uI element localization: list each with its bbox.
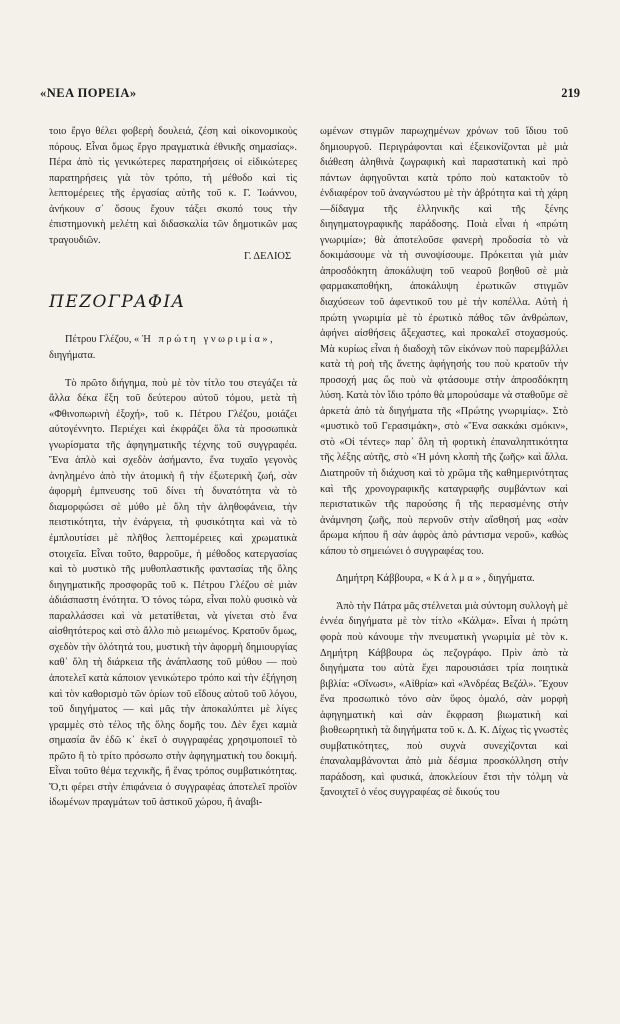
review-book-title: «Κάλμα» bbox=[425, 573, 484, 585]
review-body-continued: ωμένων στιγμῶν παρωχημένων χρόνων τοῦ ἴδιου τοῦ δημιουργοῦ. Περιγράφονται καὶ ἐξεικονίζονται μὲ μιὰ διάθεση ἀληθινὰ ζωγραφικὴ καὶ παραστατικὴ καὶ πρὸ πάντων ἀφηγοῦνται κατὰ τρόπο ποὺ κατακτοῦν τὸ ἐνδιαφέρον τοῦ ἀναγνώστου μὲ τὴν ἀβρότητα καὶ τὴ χάρη—δίδαγμα τῆς ἑλληνικῆς καὶ τῆς ξένης διηγηματογραφικῆς παράδοσης. Ποιὰ εἶναι ἡ «πρώτη γνωριμία»; θὰ ἀποτελοῦσε φανερὴ προδοσία τὸ νὰ δοκιμάσουμε νὰ τὴ συνοψίσουμε. Πρόκειται γιὰ μιὰν ἀπροσδόκητη ἀποκάλυψη τοῦ νεαροῦ βοηθοῦ σὲ μιὰ φαρμακαποθήκη, ἀποκάλυψη ἐρωτικῶν στιγμῶν διαχύσεων τοῦ ἀφεντικοῦ του μὲ τὴν κοπέλλα. Αὐτὴ ἡ πρώτη γνωριμία μὲ τὸ ἐρωτικὸ πάθος τῶν ἀνθρώπων, ἀφήνει αἰσθήσεις ἄξεχαστες, καὶ προκαλεῖ στοχασμούς. Μὰ κυρίως εἶναι ἡ διαδοχὴ τῶν εἰκόνων ποὺ παρεμβάλλει κατὰ τὴ ροὴ τῆς ἄνετης ἀφήγησής του ποὺ κρατοῦν τὴν προσοχή μας ὥς ποὺ νὰ φτάσουμε στὴν ἀπροσδόκητη λύση. Κατὰ τὸν ἴδιο τρόπο θὰ μπορούσαμε νὰ σταθοῦμε σὲ ἀρκετὰ ἀπὸ τὰ διηγήματα τῆς «Πρώτης γνωριμίας». Στὸ «μυστικὸ τοῦ Γερασιμάκη», στὸ «Ἕνα σακκάκι σμόκιν», στὸ «Οἱ τέντες» παρ᾿ ὅλη τὴ φορτικὴ ἐπαναληπτικότητα τῆς λέξης αὐτῆς, στὸ «Ἡ μόνη κλοπὴ τῆς ζωῆς» καὶ ἄλλα. Διατηροῦν τὴ διάχυση καὶ τὸ χρῶμα τῆς καθημερινότητας καὶ τῆς χρονογραφικῆς καταγραφῆς συμβάντων καὶ περιστατικῶν τῆς παρούσης ἢ τῆς περασμένης στὴν ἀνάμνηση ζωῆς, ποὺ περνοῦν στὴν αἴσθησή μας «σὰν ἄρωμα κήπου ἢ σὰν ἀφρὸς ἀπὸ ράντισμα νεροῦ», καθὼς κάπου τὸ σημειώνει ὁ συγγραφέας του. bbox=[320, 126, 568, 557]
continued-paragraph: τοιο ἔργο θέλει φοβερὴ δουλειά, ζέση καὶ οἰκονομικοὺς πόρους. Εἶναι ὅμως ἔργο πραγματικὰ ἐθνικῆς σημασίας». Πέρα ἀπὸ τὶς γενικώτερες παρατηρήσεις οἱ εἰδικώτερες παρατηρήσεις γιὰ τὸν τρόπο, τὴ μέθοδο καὶ τὶς λεπτομέρειες τῆς ἐργασίας αὐτῆς τοῦ κ. Γ. Ἰωάννου, ἀνήκουν σ᾿ ὅσους ἔχουν τάξει σκοπό τους τὴν ἐπιστημονικὴ μελέτη καὶ διδασκαλία τῶν δημοτικῶν μας τραγουδιῶν. bbox=[49, 126, 297, 246]
right-column bbox=[320, 124, 568, 801]
journal-name: «ΝΕΑ ΠΟΡΕΙΑ» bbox=[40, 86, 137, 100]
review-author: Πέτρου Γλέζου, bbox=[65, 334, 132, 346]
review-book-title: «Ἡ πρώτη γνωριμία» bbox=[134, 334, 271, 346]
review-genre: , διηγήματα. bbox=[49, 334, 273, 362]
review-genre: , διηγήματα. bbox=[483, 573, 535, 585]
section-heading: ΠΕΖΟΓΡΑΦΙΑ bbox=[49, 291, 186, 312]
review-body: Τὸ πρῶτο διήγημα, ποὺ μὲ τὸν τίτλο του στεγάζει τὰ ἄλλα δέκα ἕξη τοῦ δεύτερου αὐτοῦ τόμου, μετὰ τὴ «Φθινοπωρινὴ ἐξοχή», τοῦ κ. Πέτρου Γλέζου, μοιάζει αὐτογέννητο. Περιέχει καὶ ἐκφράζει ὅλα τὰ προσωπικὰ γνωρίσματα τῆς ἀφηγηματικῆς τέχνης τοῦ συγγραφέα. Ἕνα ἁπλὸ καὶ σχεδὸν ἀσήμαντο, ἕνα τυχαῖο γεγονὸς ἀνηλημένο ἀπὸ τὴν ἀτομικὴ ἢ τὴν ἐξωτερικὴ ζωή, σὰν ἀφορμὴ ἐμπνευσης τοῦ δίνει τὴ δυνατότητα νὰ τὸ διαμορφώσει σὲ μύθο μὲ ὅλη τὴν ἀληθοφάνεια, τὴν πειστικότητα, τὴν ἐνάργεια, τὴ φυσικότητα καὶ νὰ τὸ ἐμπλουτίσει μὲ πλῆθος λεπτομέρειες καὶ χρωματικὰ στοιχεῖα. Εἶναι τοῦτο, θαρροῦμε, ἡ μέθοδος κατεργασίας καὶ τὸ μυστικὸ τῆς μυθοπλαστικῆς φαντασίας τῆς ὅλης διηγηματικῆς προσφορᾶς τοῦ κ. Πέτρου Γλέζου σὲ μιὰν ἀδιάσπαστη ἑνότητα. Ὁ τόνος τώρα, εἶναι πολὺ φυσικὸ νὰ παραλλάσσει καὶ νὰ μετατίθεται, νὰ γίνεται στὸ ἕνα αἰσθητότερος καὶ στὸ ἄλλο πιὸ μειωμένος. Κρατοῦν ὅμως, σχεδὸν τὴν ὁλότητά του, μυστικὴ τὴν ἀφορμὴ δημιουργίας καθ᾿ ὅλη τὴ διάρκεια τῆς ἀνάπλασης τοῦ μύθου — ποὺ ἀποτελεῖ κατὰ κάποιον γενικώτερο τρόπο καὶ τὴν ἐξήγηση καὶ τὸν καθορισμὸ τῶν ὁρίων τοῦ εἴδους αὐτοῦ τοῦ λόγου, τοῦ διηγήματος — καὶ μᾶς τὴν ἀποκαλύπτει μὲ λίγες γραμμὲς στὸ τέλος τῆς ὅλης δομῆς του. Δὲν ἔχει καμιὰ σημασία ἂν ἐδῶ κ᾿ ἐκεῖ ὁ συγγραφέας χρησιμοποιεῖ τὸ πρῶτο ἢ τὸ τρίτο πρόσωπο στὴν ἀφηγηματικὴ του δοκιμή. Εἶναι τοῦτο θέμα τεχνικῆς, ἢ ἕνας τρόπος συμβατικότητας. Ὅ,τι φέρει στὴν ἐπιφάνεια ὁ συγγραφέας ἀποτελεῖ προϊὸν ἰδωμένων πραγμάτων τοῦ ἀστικοῦ χώρου, ἢ ἀναβι- bbox=[49, 377, 297, 809]
left-column bbox=[49, 124, 297, 811]
author-signature: Γ. ΔΕΛΙΟΣ bbox=[244, 251, 291, 263]
review-body: Ἀπὸ τὴν Πάτρα μᾶς στέλνεται μιὰ σύντομη συλλογὴ μὲ ἐννέα διηγήματα μὲ τὸν τίτλο «Κάλμα». Εἶναι ἡ πρώτη φορὰ ποὺ κάνουμε τὴν πνευματικὴ γνωριμία μὲ τὸν κ. Δημήτρη Κάββουρα ὡς πεζογράφο. Πρὶν ἀπὸ τὰ διηγήματα του αὐτὰ ἔχει παρουσιάσει τρία ποιητικὰ βιβλία: «Οἴνωσι», «Αἰθρία» καὶ «Ἀνδρέας Βεζάλ». Ἔχουν ἕνα προσωπικὸ τόνο σὰν ὕφος ὁμαλό, σὰν μορφὴ ἀφηγηματικὴ καὶ σὰν ἔκφραση βιωματικὴ καὶ βιοθεωρητικὴ τὰ διηγήματα τοῦ κ. Δ. Κ. Δίχως τὶς γνωστὲς συμβατικότητες, ποὺ συχνὰ συνεχίζονται καὶ ἐπαναλαμβάνονται ἀπὸ μιὰ δέσμια προσκόλληση στὴν παράδοση, καὶ φυσικά, ἀποκλείουν ἔτσι τὴν τόλμη νὰ ξανοιχτεῖ ὁ νέος συγγραφέας σὲ δικούς του bbox=[320, 600, 568, 799]
running-header bbox=[40, 86, 580, 106]
page-number: 219 bbox=[561, 86, 580, 100]
review-citation bbox=[320, 571, 568, 587]
review-citation bbox=[49, 332, 297, 363]
review-author: Δημήτρη Κάββουρα, bbox=[336, 573, 424, 585]
